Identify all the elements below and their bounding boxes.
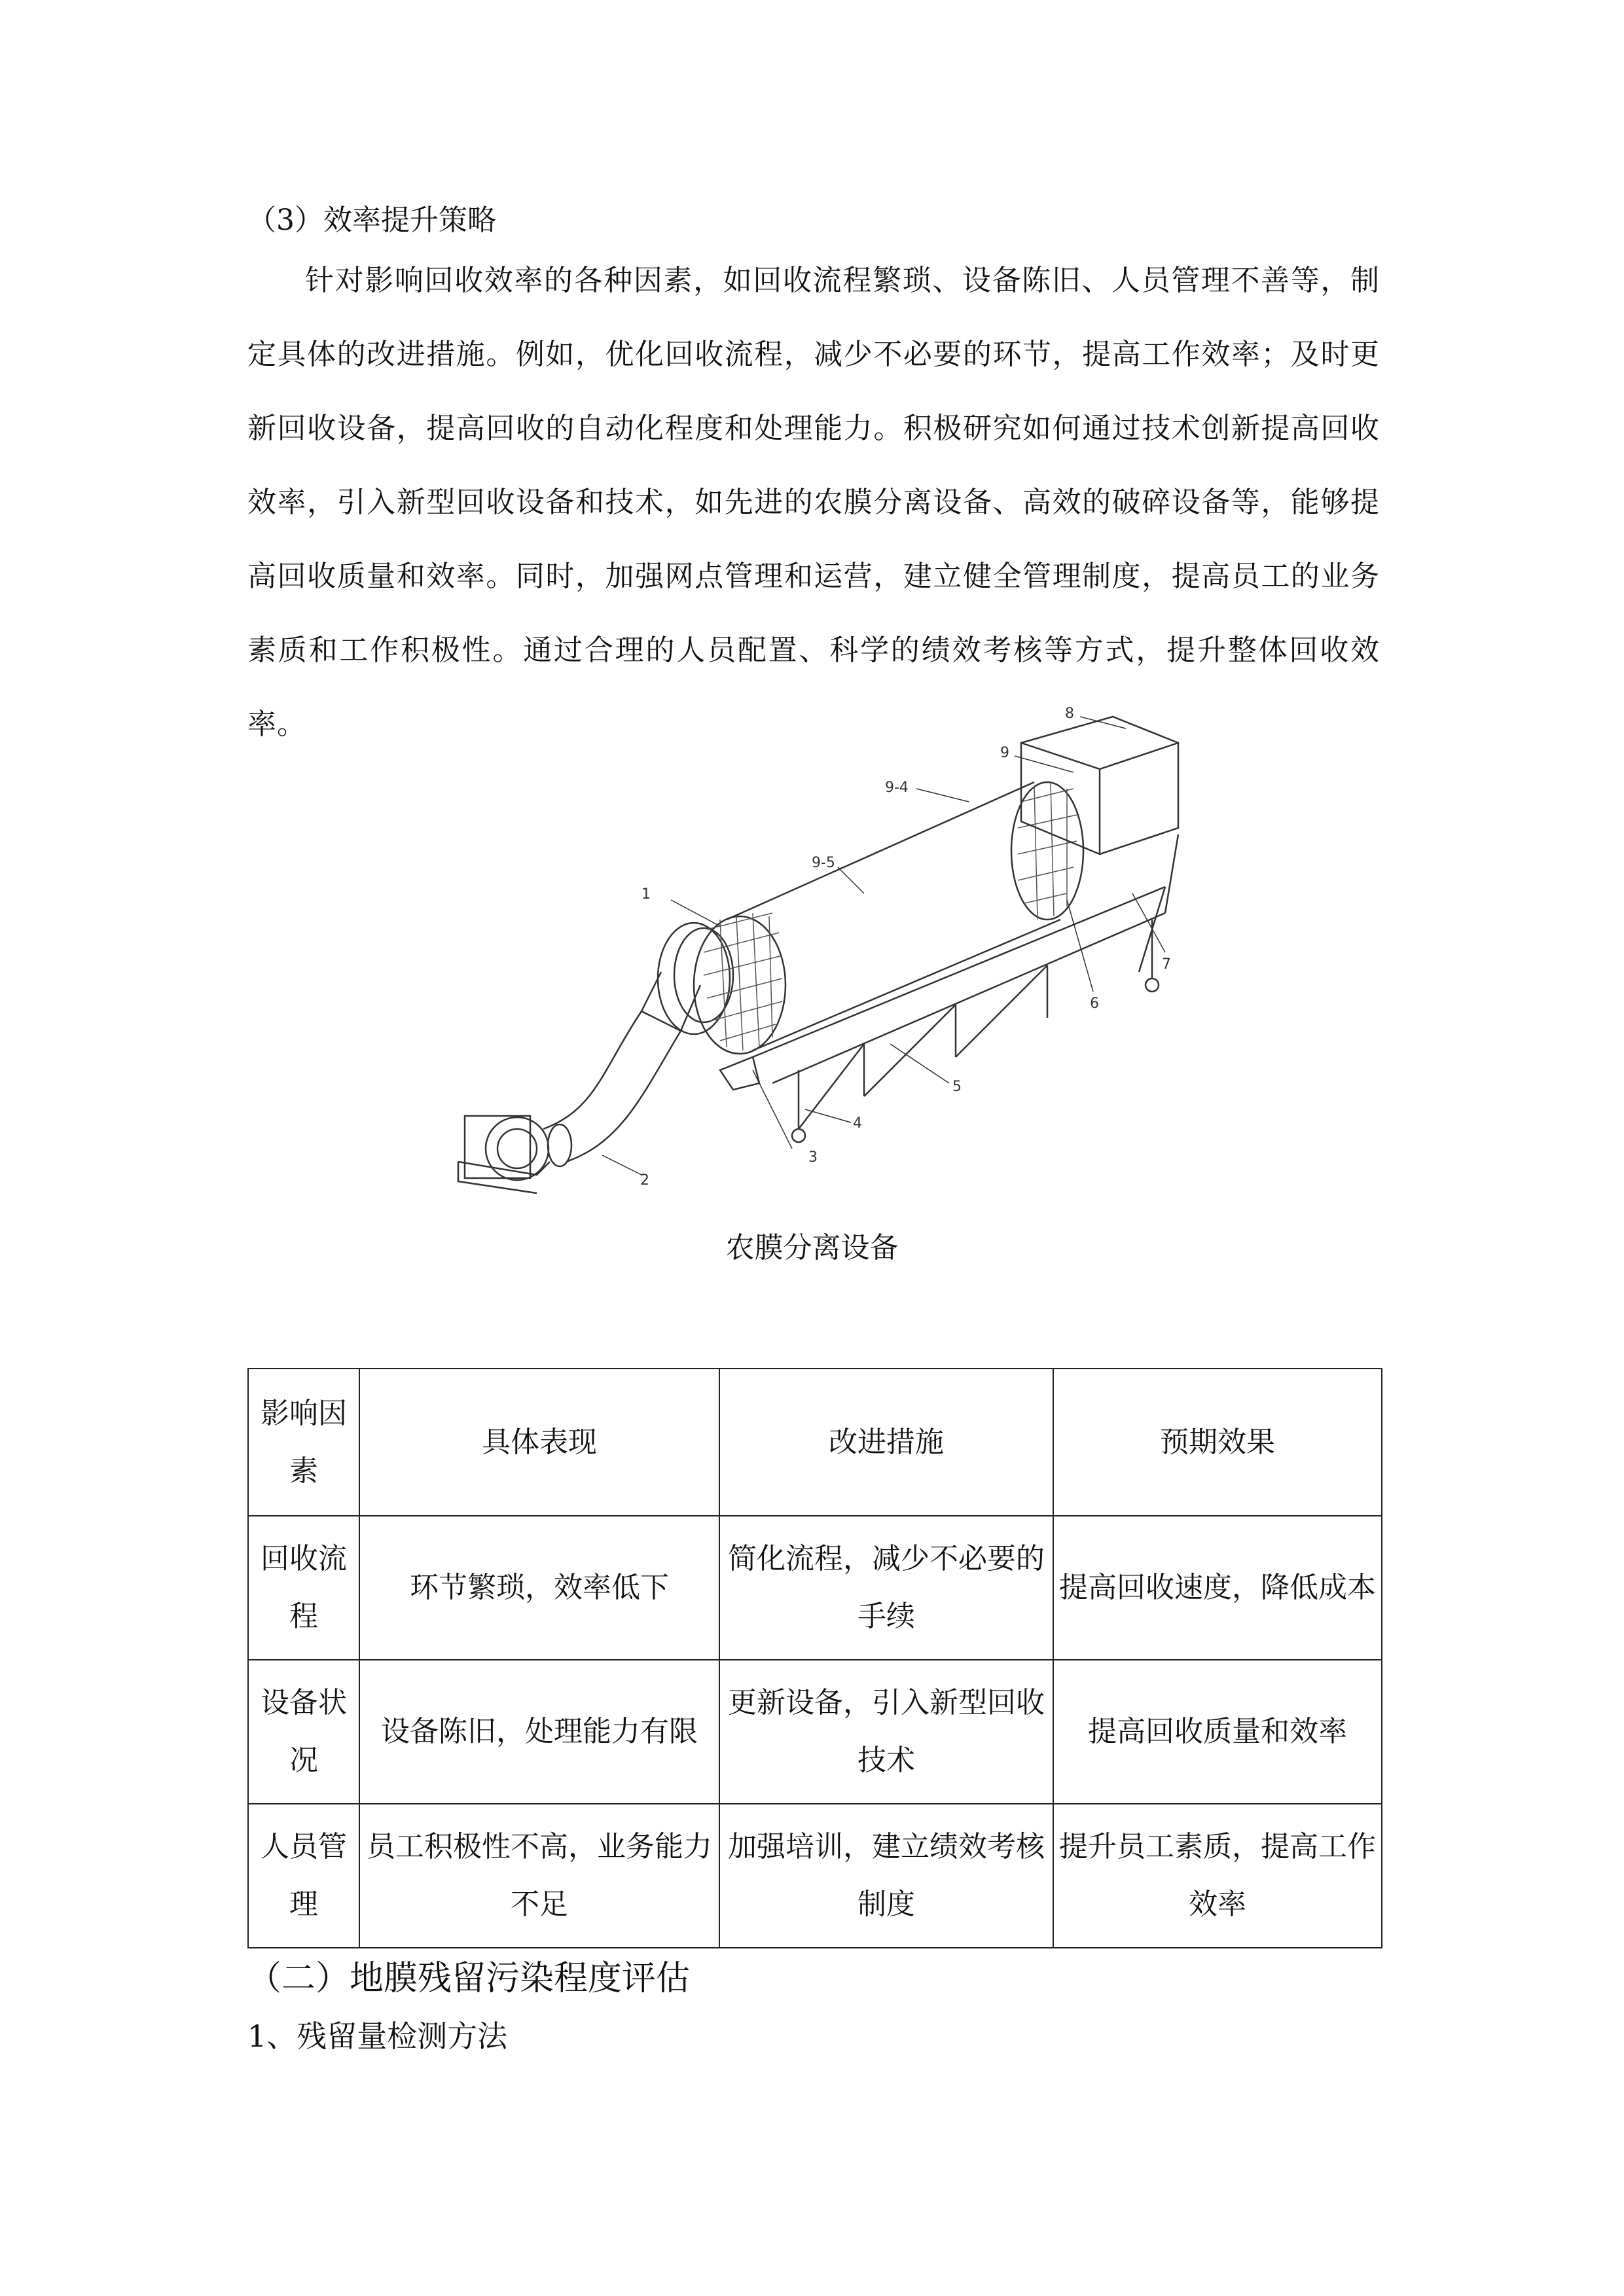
- header-cell: 改进措施: [719, 1369, 1053, 1516]
- label-9-5: 9-5: [812, 855, 835, 871]
- table-cell: 回收流程: [248, 1516, 359, 1660]
- table-row: [248, 1804, 1382, 1948]
- leader-lines: [602, 717, 1165, 1175]
- table-cell: 提升员工素质，提高工作效率: [1053, 1804, 1382, 1948]
- label-2: 2: [640, 1172, 649, 1189]
- label-8: 8: [1065, 706, 1074, 722]
- table-cell: 人员管理: [248, 1804, 359, 1948]
- header-cell: 影响因素: [248, 1369, 359, 1516]
- table-cell: 环节繁琐，效率低下: [359, 1516, 719, 1660]
- table-cell: 员工积极性不高，业务能力不足: [359, 1804, 719, 1948]
- table-cell: 更新设备，引入新型回收技术: [719, 1660, 1053, 1804]
- separation-equipment-figure: [445, 704, 1191, 1214]
- table-cell: 简化流程，减少不必要的手续: [719, 1516, 1053, 1660]
- strategy-subheading: （3）效率提升策略: [247, 204, 496, 237]
- label-1: 1: [641, 886, 651, 903]
- label-3: 3: [808, 1149, 818, 1166]
- label-6: 6: [1090, 996, 1099, 1012]
- inlet-pipe: [543, 972, 700, 1166]
- table-cell: 提高回收速度，降低成本: [1053, 1516, 1382, 1660]
- label-9-4: 9-4: [885, 780, 909, 796]
- efficiency-factors-table: [247, 1368, 1382, 1948]
- section-heading: （二）地膜残留污染程度评估: [247, 1959, 691, 1998]
- table-cell: 加强培训，建立绩效考核制度: [719, 1804, 1053, 1948]
- label-5: 5: [952, 1079, 962, 1095]
- hood-box: [1021, 717, 1178, 854]
- label-7: 7: [1162, 956, 1171, 973]
- support-frame: [753, 834, 1178, 1142]
- table-cell: 设备状况: [248, 1660, 359, 1804]
- label-9: 9: [1000, 745, 1009, 761]
- separation-equipment-drawing: [445, 704, 1191, 1214]
- label-4: 4: [853, 1115, 862, 1132]
- table-row: [248, 1660, 1382, 1804]
- table-row: [248, 1516, 1382, 1660]
- header-cell: 预期效果: [1053, 1369, 1382, 1516]
- subsection-heading: 1、残留量检测方法: [247, 2018, 508, 2054]
- strategy-paragraph: 针对影响回收效率的各种因素，如回收流程繁琐、设备陈旧、人员管理不善等，制定具体的改进措施。例如，优化回收流程，减少不必要的环节，提高工作效率；及时更新回收设备，提高回收的自动化程度和处理能力。积极研究如何通过技术创新提高回收效率，引入新型回收设备和技术，如先进的农膜分离设备、高效的破碎设备等，能够提高回收质量和效率。同时，加强网点管理和运营，建立健全管理制度，提高员工的业务素质和工作积极性。通过合理的人员配置、科学的绩效考核等方式，提升整体回收效率。: [247, 264, 1380, 741]
- table-cell: 提高回收质量和效率: [1053, 1660, 1382, 1804]
- figure-caption: 农膜分离设备: [725, 1231, 899, 1265]
- table-cell: 设备陈旧，处理能力有限: [359, 1660, 719, 1804]
- outlet-hopper: [720, 1057, 759, 1090]
- table-header-row: [248, 1369, 1382, 1516]
- header-cell: 具体表现: [359, 1369, 719, 1516]
- blower-fan: [458, 1116, 550, 1193]
